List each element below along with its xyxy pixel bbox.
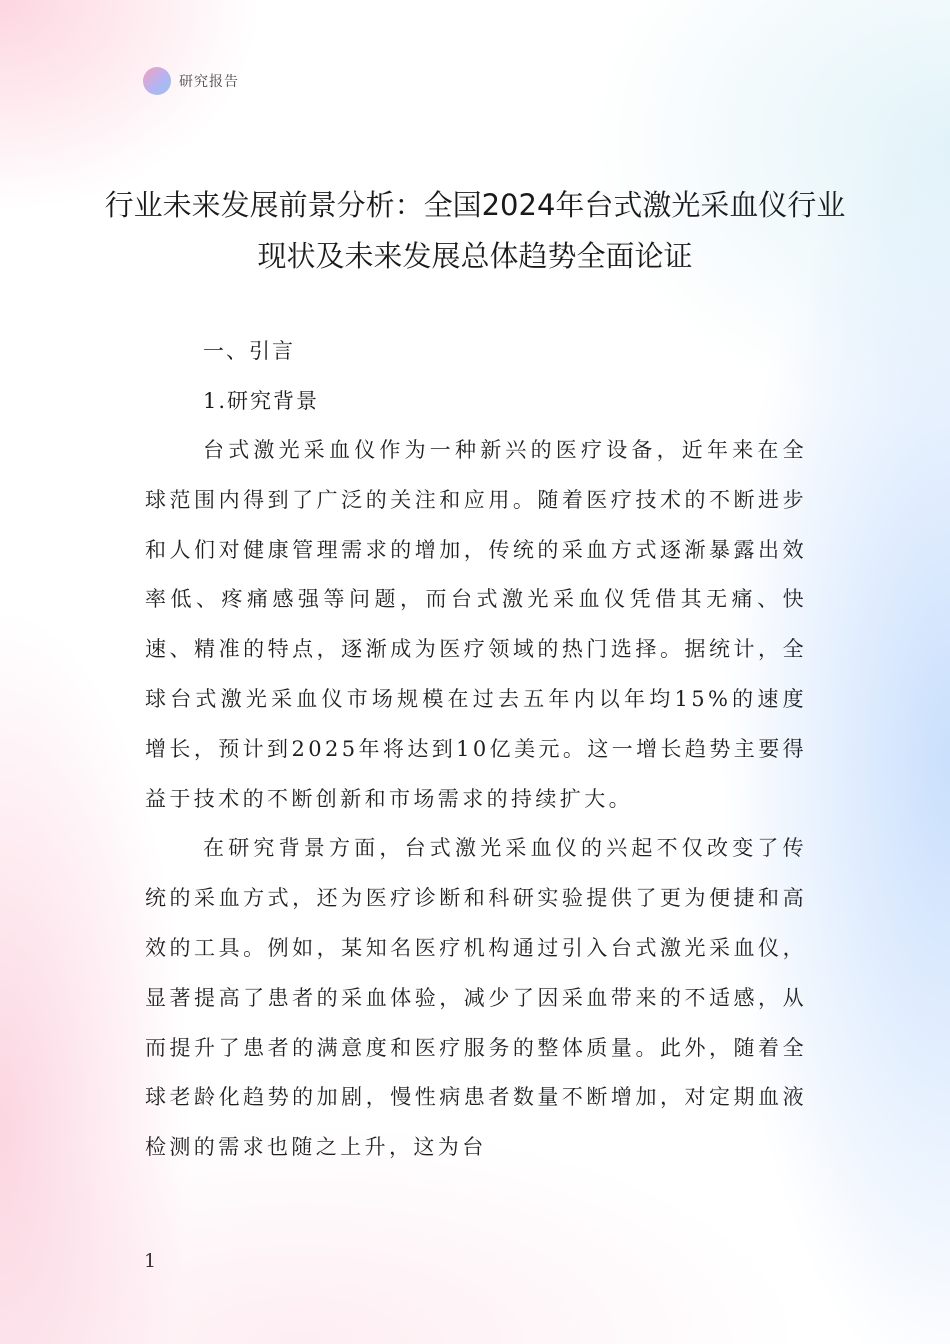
report-header (143, 66, 239, 96)
document-body (145, 326, 807, 1173)
document-title: 行业未来发展前景分析：全国2024年台式激光采血仪行业现状及未来发展总体趋势全面论证 (104, 188, 846, 273)
body-paragraph: 台式激光采血仪作为一种新兴的医疗设备，近年来在全球范围内得到了广泛的关注和应用。随着医疗技术的不断进步和人们对健康管理需求的增加，传统的采血方式逐渐暴露出效率低、疼痛感强等问题，而台式激光采血仪凭借其无痛、快速、精准的特点，逐渐成为医疗领域的热门选择。据统计，全球台式激光采血仪市场规模在过去五年内以年均15%的速度增长，预计到2025年将达到10亿美元。这一增长趋势主要得益于技术的不断创新和市场需求的持续扩大。 (145, 438, 807, 811)
report-logo-icon (143, 67, 171, 95)
body-paragraph: 在研究背景方面，台式激光采血仪的兴起不仅改变了传统的采血方式，还为医疗诊断和科研实验提供了更为便捷和高效的工具。例如，某知名医疗机构通过引入台式激光采血仪，显著提高了患者的采血体验，减少了因采血带来的不适感，从而提升了患者的满意度和医疗服务的整体质量。此外，随着全球老龄化趋势的加剧，慢性病患者数量不断增加，对定期血液检测的需求也随之上升，这为台 (145, 836, 807, 1160)
sub-heading: 1.研究背景 (203, 389, 320, 413)
section-heading: 一、引言 (203, 339, 295, 363)
report-label: 研究报告 (179, 74, 239, 90)
page-number: 1 (144, 1250, 157, 1272)
